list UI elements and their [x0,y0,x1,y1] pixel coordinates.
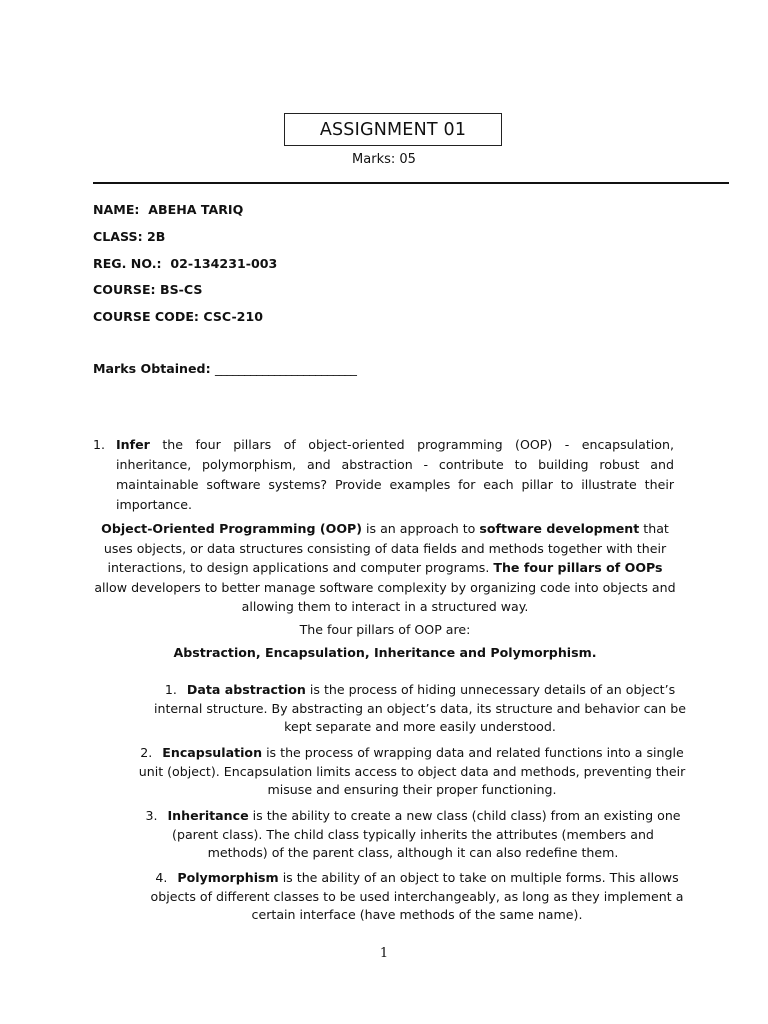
info-row-course-code [93,308,277,335]
info-row-reg-no [93,255,277,282]
page-number: 1 [379,946,389,961]
term-software-development: software development [479,521,640,536]
info-value: ABEHA TARIQ [148,202,244,217]
question-text [116,435,674,515]
term-four-pillars: The four pillars of OOPs [493,560,663,575]
pillar-term: Data abstraction [186,682,306,697]
info-row-course [93,281,277,308]
term-oop: Object-Oriented Programming (OOP) [101,521,363,536]
pillar-text: is the ability to create a new class (child class) from an existing one (parent class). The child class typically inherits the attributes (members and methods) of the parent class, although it can also redefine them. [172,808,681,860]
pillar-term: Encapsulation [162,745,263,760]
pillars-list: Abstraction, Encapsulation, Inheritance and Polymorphism. [173,645,597,660]
info-value: CSC-210 [203,309,263,325]
pillar-number: 1. [164,682,177,697]
pillar-term: Polymorphism [177,870,279,885]
pillar-item-encapsulation [138,744,686,800]
info-value: 2B [147,228,166,244]
info-value: BS-CS [159,282,203,298]
info-value: 02-134231-003 [170,255,278,271]
pillar-text: is the ability of an object to take on multiple forms. This allows objects of different classes to be used interchangeably, as long as they implement a certain interface (have methods of the same name). [150,870,684,922]
pillar-number: 2. [140,745,153,760]
pillar-item-abstraction [150,681,690,737]
question-body: the four pillars of object-oriented programming (OOP) - encapsulation, inheritance, polymorphism, and abstraction - contribute to building robust and maintainable software systems? Provide examples for each pillar to illustrate their importance. [116,437,674,512]
answer-text: is an approach to [366,521,476,536]
header-divider [93,182,729,184]
answer-paragraph [94,519,676,617]
info-row-class [93,228,277,255]
question-keyword: Infer [116,437,150,452]
info-label: REG. NO.: [93,255,162,271]
pillar-item-inheritance [143,807,683,863]
pillars-intro: The four pillars of OOP are: [299,621,471,637]
info-label: COURSE: [93,282,156,298]
info-row-name [93,201,277,228]
info-label: CLASS: [93,228,143,244]
marks-obtained-label: Marks Obtained: [93,361,211,376]
assignment-title-box [284,113,502,146]
question-number: 1. [93,437,106,452]
answer-text: allow developers to better manage software complexity by organizing code into objects and allowing them to interact in a structured way. [94,579,676,614]
total-marks: Marks: 05 [352,152,416,167]
pillar-item-polymorphism [147,869,687,925]
answer-intro [94,519,676,663]
pillar-text: is the process of wrapping data and related functions into a single unit (object). Encapsulation limits access to object data and methods, preventing their misuse and ensuring their proper functioning. [138,745,686,797]
pillar-term: Inheritance [167,808,249,823]
answer-text: that uses objects, or data structures consisting of data fields and methods together with their interactions, to design applications and computer programs. [103,521,669,575]
pillar-number: 4. [155,870,168,885]
marks-obtained [93,361,357,376]
assignment-title: ASSIGNMENT 01 [319,119,467,140]
question-1 [93,435,674,515]
info-label: NAME: [93,202,140,217]
pillar-text: is the process of hiding unnecessary details of an object’s internal structure. By abstracting an object’s data, its structure and behavior can be kept separate and more easily understood. [154,682,686,734]
marks-obtained-blank: ________________________ [215,361,357,376]
student-info [93,201,277,335]
pillar-number: 3. [145,808,158,823]
info-label: COURSE CODE: [93,309,199,325]
